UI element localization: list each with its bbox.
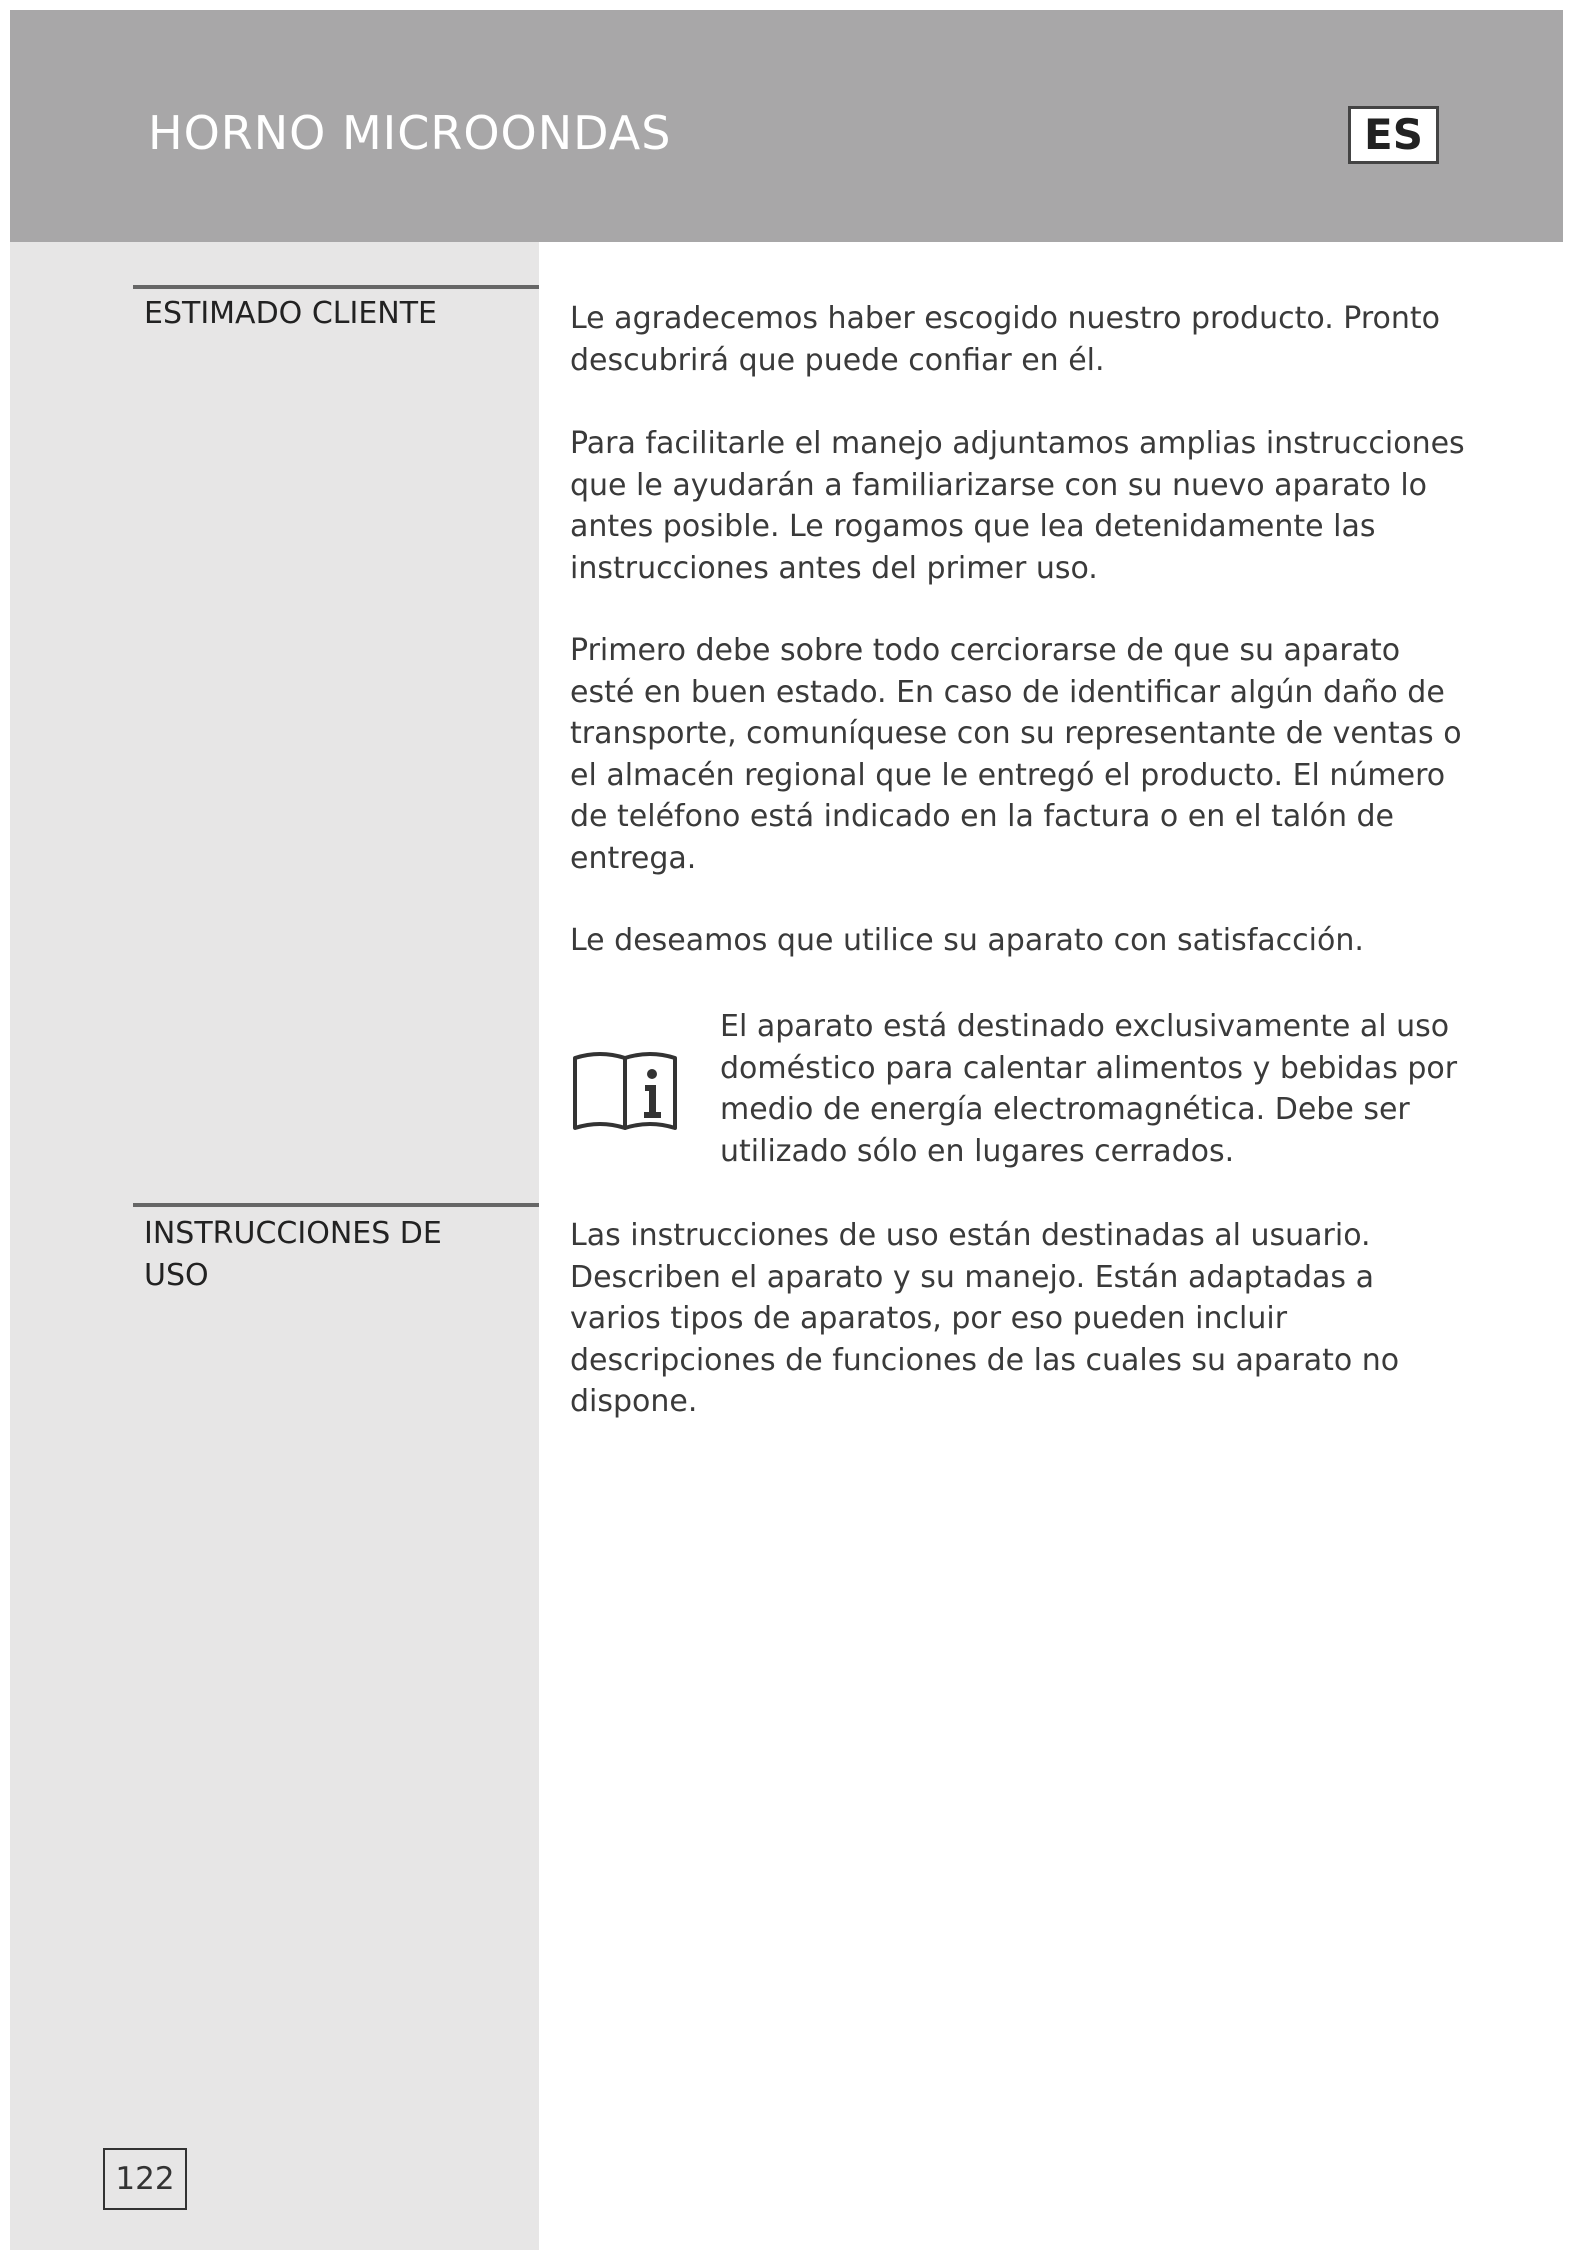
page-header: [10, 10, 1563, 242]
paragraph: Las instrucciones de uso están destinadas al usuario. Describen el aparato y su manejo. Están adaptadas a varios tipos de aparatos, por eso pueden incluir descripciones de funciones de las cuales su aparato no dispone.: [570, 1218, 1400, 1419]
paragraph: Le agradecemos haber escogido nuestro producto. Pronto descubrirá que puede confiar en él.: [570, 301, 1440, 378]
page-number: 122: [103, 2148, 187, 2210]
info-manual-icon: [570, 1048, 680, 1132]
section-heading-instrucciones-de-uso: INSTRUCCIONES DE USO: [144, 1216, 442, 1293]
section-divider: [133, 1203, 539, 1207]
section-divider: [133, 285, 539, 289]
info-note-text: El aparato está destinado exclusivamente al uso doméstico para calentar alimentos y bebidas por medio de energía electromagnética. Debe ser utilizado sólo en lugares cerrados.: [720, 1009, 1458, 1169]
paragraph: Para facilitarle el manejo adjuntamos amplias instrucciones que le ayudarán a familiarizarse con su nuevo aparato lo antes posible. Le rogamos que lea detenidamente las instrucciones antes del primer uso.: [570, 426, 1465, 586]
paragraph: Primero debe sobre todo cerciorarse de que su aparato esté en buen estado. En caso de identificar algún daño de transporte, comuníquese con su representante de ventas o el almacén regional que le entregó el producto. El número de teléfono está indicado en la factura o en el talón de entrega.: [570, 633, 1462, 876]
page-title: HORNO MICROONDAS: [148, 106, 672, 160]
section-heading-estimado-cliente: ESTIMADO CLIENTE: [144, 296, 438, 331]
paragraph: Le deseamos que utilice su aparato con satisfacción.: [570, 923, 1364, 958]
language-badge: ES: [1348, 106, 1439, 164]
